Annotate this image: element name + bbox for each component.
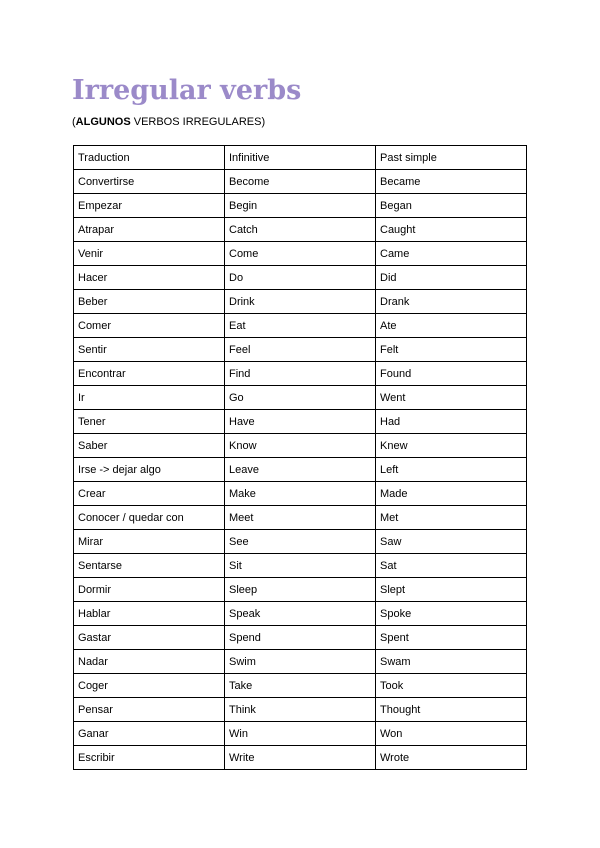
cell-infinitive: Leave	[225, 458, 376, 482]
cell-traduction: Nadar	[74, 650, 225, 674]
table-row	[74, 290, 527, 314]
cell-traduction: Beber	[74, 290, 225, 314]
page-title: Irregular verbs	[72, 75, 302, 106]
cell-past-simple: Began	[376, 194, 527, 218]
cell-traduction: Sentarse	[74, 554, 225, 578]
cell-infinitive: Sit	[225, 554, 376, 578]
cell-past-simple: Wrote	[376, 746, 527, 770]
cell-past-simple: Took	[376, 674, 527, 698]
cell-past-simple: Did	[376, 266, 527, 290]
table-body	[74, 146, 527, 770]
table-row	[74, 482, 527, 506]
cell-past-simple: Made	[376, 482, 527, 506]
cell-traduction: Irse -> dejar algo	[74, 458, 225, 482]
cell-infinitive: Take	[225, 674, 376, 698]
cell-infinitive: Write	[225, 746, 376, 770]
table-row	[74, 338, 527, 362]
cell-past-simple: Ate	[376, 314, 527, 338]
cell-infinitive: Go	[225, 386, 376, 410]
table-row	[74, 674, 527, 698]
cell-traduction: Sentir	[74, 338, 225, 362]
cell-infinitive: Do	[225, 266, 376, 290]
cell-traduction: Mirar	[74, 530, 225, 554]
cell-infinitive: Sleep	[225, 578, 376, 602]
cell-past-simple: Saw	[376, 530, 527, 554]
cell-traduction: Tener	[74, 410, 225, 434]
cell-traduction: Atrapar	[74, 218, 225, 242]
cell-traduction: Escribir	[74, 746, 225, 770]
subtitle-open-paren: (	[72, 116, 76, 128]
cell-past-simple: Left	[376, 458, 527, 482]
cell-traduction: Hablar	[74, 602, 225, 626]
cell-traduction: Venir	[74, 242, 225, 266]
cell-past-simple: Spent	[376, 626, 527, 650]
cell-past-simple: Spoke	[376, 602, 527, 626]
cell-past-simple: Went	[376, 386, 527, 410]
cell-past-simple: Won	[376, 722, 527, 746]
cell-traduction: Dormir	[74, 578, 225, 602]
cell-past-simple: Thought	[376, 698, 527, 722]
table-row	[74, 650, 527, 674]
cell-infinitive: Catch	[225, 218, 376, 242]
table-row	[74, 410, 527, 434]
cell-past-simple: Knew	[376, 434, 527, 458]
cell-traduction: Crear	[74, 482, 225, 506]
table-row	[74, 218, 527, 242]
header-infinitive: Infinitive	[225, 146, 376, 170]
cell-past-simple: Came	[376, 242, 527, 266]
cell-traduction: Convertirse	[74, 170, 225, 194]
header-traduction: Traduction	[74, 146, 225, 170]
cell-infinitive: Find	[225, 362, 376, 386]
subtitle	[72, 114, 265, 130]
cell-infinitive: Begin	[225, 194, 376, 218]
cell-traduction: Ganar	[74, 722, 225, 746]
cell-past-simple: Swam	[376, 650, 527, 674]
table-row	[74, 458, 527, 482]
table-row	[74, 698, 527, 722]
cell-traduction: Empezar	[74, 194, 225, 218]
cell-traduction: Ir	[74, 386, 225, 410]
cell-infinitive: Spend	[225, 626, 376, 650]
table-row	[74, 506, 527, 530]
irregular-verbs-table	[73, 145, 527, 770]
cell-past-simple: Had	[376, 410, 527, 434]
cell-traduction: Encontrar	[74, 362, 225, 386]
table-row	[74, 194, 527, 218]
cell-infinitive: Speak	[225, 602, 376, 626]
table-row	[74, 722, 527, 746]
header-past-simple: Past simple	[376, 146, 527, 170]
table-header-row	[74, 146, 527, 170]
table-row	[74, 554, 527, 578]
cell-traduction: Hacer	[74, 266, 225, 290]
cell-past-simple: Slept	[376, 578, 527, 602]
table-row	[74, 170, 527, 194]
subtitle-rest: VERBOS IRREGULARES)	[130, 116, 266, 128]
cell-infinitive: Swim	[225, 650, 376, 674]
cell-past-simple: Felt	[376, 338, 527, 362]
cell-infinitive: Become	[225, 170, 376, 194]
cell-infinitive: Win	[225, 722, 376, 746]
cell-past-simple: Caught	[376, 218, 527, 242]
table-row	[74, 578, 527, 602]
cell-traduction: Gastar	[74, 626, 225, 650]
cell-infinitive: Eat	[225, 314, 376, 338]
subtitle-bold-word: ALGUNOS	[75, 116, 131, 128]
cell-past-simple: Found	[376, 362, 527, 386]
table-row	[74, 314, 527, 338]
cell-traduction: Pensar	[74, 698, 225, 722]
cell-past-simple: Met	[376, 506, 527, 530]
cell-infinitive: Know	[225, 434, 376, 458]
cell-traduction: Coger	[74, 674, 225, 698]
cell-infinitive: Make	[225, 482, 376, 506]
table-row	[74, 530, 527, 554]
cell-infinitive: Think	[225, 698, 376, 722]
cell-past-simple: Drank	[376, 290, 527, 314]
cell-infinitive: Feel	[225, 338, 376, 362]
table-row	[74, 386, 527, 410]
cell-infinitive: Come	[225, 242, 376, 266]
cell-infinitive: See	[225, 530, 376, 554]
table-row	[74, 266, 527, 290]
table-row	[74, 746, 527, 770]
cell-traduction: Comer	[74, 314, 225, 338]
table-row	[74, 362, 527, 386]
table-row	[74, 242, 527, 266]
table-row	[74, 626, 527, 650]
cell-infinitive: Meet	[225, 506, 376, 530]
cell-traduction: Saber	[74, 434, 225, 458]
cell-past-simple: Sat	[376, 554, 527, 578]
table-row	[74, 434, 527, 458]
cell-infinitive: Drink	[225, 290, 376, 314]
table-row	[74, 602, 527, 626]
cell-infinitive: Have	[225, 410, 376, 434]
cell-traduction: Conocer / quedar con	[74, 506, 225, 530]
cell-past-simple: Became	[376, 170, 527, 194]
